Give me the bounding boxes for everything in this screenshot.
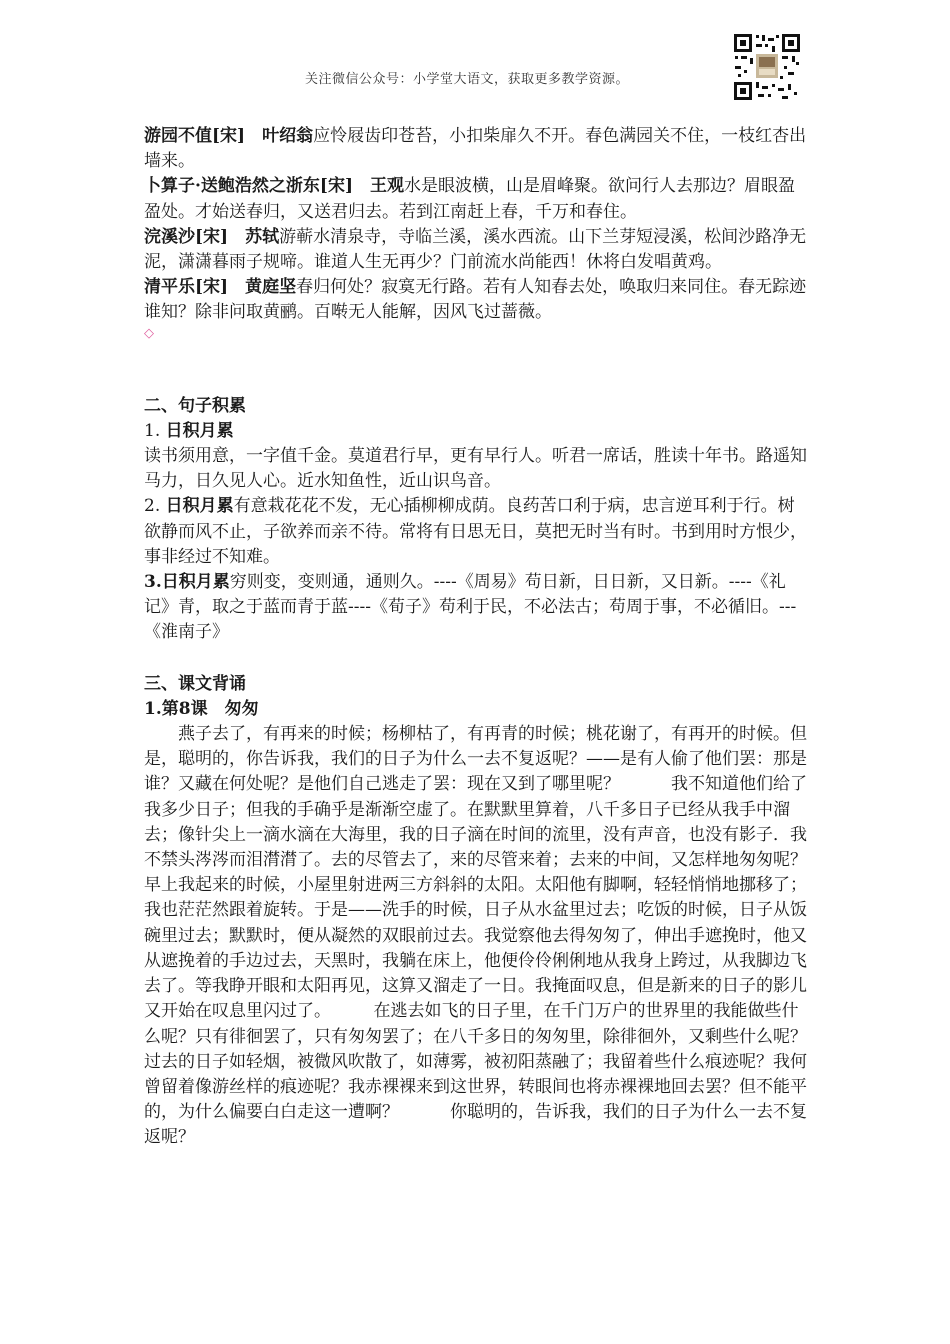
poem-text: 游蕲水清泉寺，寺临兰溪，溪水西流。山下兰芽短浸溪，松间沙路净无泥，潇潇暮雨子规啼。谁道人生无再少？门前流水尚能西！休将白发唱黄鸡。	[144, 226, 807, 273]
item-title: 日积月累	[165, 496, 234, 517]
sentence-item	[144, 444, 809, 494]
poem-text: 应怜屐齿印苍苔，小扣柴扉久不开。春色满园关不住，一枝红杏出墙来。	[144, 126, 807, 172]
qr-code-icon	[732, 32, 802, 102]
poem-text: 水是眼波横，山是眉峰聚。欲问行人去那边？眉眼盈盈处。才始送春归，又送君归去。若到江南赶上春，千万和春住。	[144, 176, 796, 222]
item-number: 3.	[144, 572, 162, 593]
item-text: 有意栽花花不发，无心插柳柳成荫。良药苦口利于病，忠言逆耳利于行。树欲静而风不止，子欲养而亲不待。常将有日思无日，莫把无时当有时。书到用时方恨少，事非经过不知难。	[144, 496, 807, 567]
poem-entry	[144, 124, 809, 174]
lesson-title: 1.第8课 匆匆	[144, 698, 259, 719]
lesson-body: 燕子去了，有再来的时候；杨柳枯了，有再青的时候；桃花谢了，有再开的时候。但是，聪明的，你告诉我，我们的日子为什么一去不复返呢？——是有人偷了他们罢：那是谁？又藏在何处呢？是他们自己逃走了罢：现在又到了哪里呢？ 我不知道他们给了我多少日子；但我的手确乎是渐渐空虚了。在默默里算着，八千多日子已经从我手中溜去；像针尖上一滴水滴在大海里，我的日子滴在时间的流里，没有声音，也没有影子．我不禁头涔涔而泪潸潸了。去的尽管去了，来的尽管来着；去来的中间，又怎样地匆匆呢？早上我起来的时候，小屋里射进两三方斜斜的太阳。太阳他有脚啊，轻轻悄悄地挪移了；我也茫茫然跟着旋转。于是——洗手的时候，日子从水盆里过去；吃饭的时候，日子从饭碗里过去；默默时，便从凝然的双眼前过去。我觉察他去得匆匆了，伸出手遮挽时，他又从遮挽着的手边过去，天黑时，我躺在床上，他便伶伶俐俐地从我身上跨过，从我脚边飞去了。等我睁开眼和太阳再见，这算又溜走了一日。我掩面叹息，但是新来的日子的影儿又开始在叹息里闪过了。 在逃去如飞的日子里，在千门万户的世界里的我能做些什么呢？只有徘徊罢了，只有匆匆罢了；在八千多日的匆匆里，除徘徊外，又剩些什么呢？过去的日子如轻烟，被微风吹散了，如薄雾，被初阳蒸融了；我留着些什么痕迹呢？我何曾留着像游丝样的痕迹呢？我赤裸裸来到这世界，转眼间也将赤裸裸地回去罢？但不能平的，为什么偏要白白走这一遭啊？ 你聪明的，告诉我，我们的日子为什么一去不复返呢？	[144, 724, 807, 1148]
section-heading: 二、句子积累	[144, 395, 246, 416]
item-number: 2.	[144, 496, 166, 517]
sentence-item	[144, 494, 809, 570]
poem-entry	[144, 225, 809, 275]
item-title: 日积月累	[161, 572, 230, 593]
poem-title: 浣溪沙[宋] 苏轼	[144, 226, 280, 247]
section-sentence-accumulation	[144, 394, 809, 646]
poem-title: 游园不值[宋] 叶绍翁	[144, 126, 314, 146]
header-note: 关注微信公众号：小学堂大语文，获取更多教学资源。	[305, 72, 630, 87]
poem-list	[144, 124, 809, 342]
sentence-item	[144, 419, 809, 444]
section-recitation	[144, 672, 809, 1151]
poem-entry	[144, 174, 809, 224]
poem-entry	[144, 275, 809, 325]
section-heading: 三、课文背诵	[144, 673, 246, 694]
item-text: 穷则变，变则通，通则久。----《周易》苟日新，日日新，又日新。----《礼记》青，取之于蓝而青于蓝----《荀子》苟利于民，不必法古；苟周于事，不必循旧。---《淮南子》	[144, 572, 797, 643]
item-title: 日积月累	[165, 420, 234, 441]
item-number: 1.	[144, 420, 166, 441]
document-body	[144, 124, 809, 1151]
poem-title: 卜算子·送鲍浩然之浙东[宋] 王观	[144, 176, 405, 197]
item-text: 读书须用意，一字值千金。莫道君行早，更有早行人。听君一席话，胜读十年书。路遥知马力，日久见人心。近水知鱼性，近山识鸟音。	[144, 446, 807, 492]
poem-text: 春归何处？寂寞无行路。若有人知春去处，唤取归来同住。春无踪迹谁知？除非问取黄鹂。百啭无人能解，因风飞过蔷薇。	[144, 277, 807, 323]
poem-title: 清平乐[宋] 黄庭坚	[144, 277, 297, 298]
sentence-item	[144, 570, 809, 646]
diamond-marker-icon: ◇	[144, 325, 154, 341]
